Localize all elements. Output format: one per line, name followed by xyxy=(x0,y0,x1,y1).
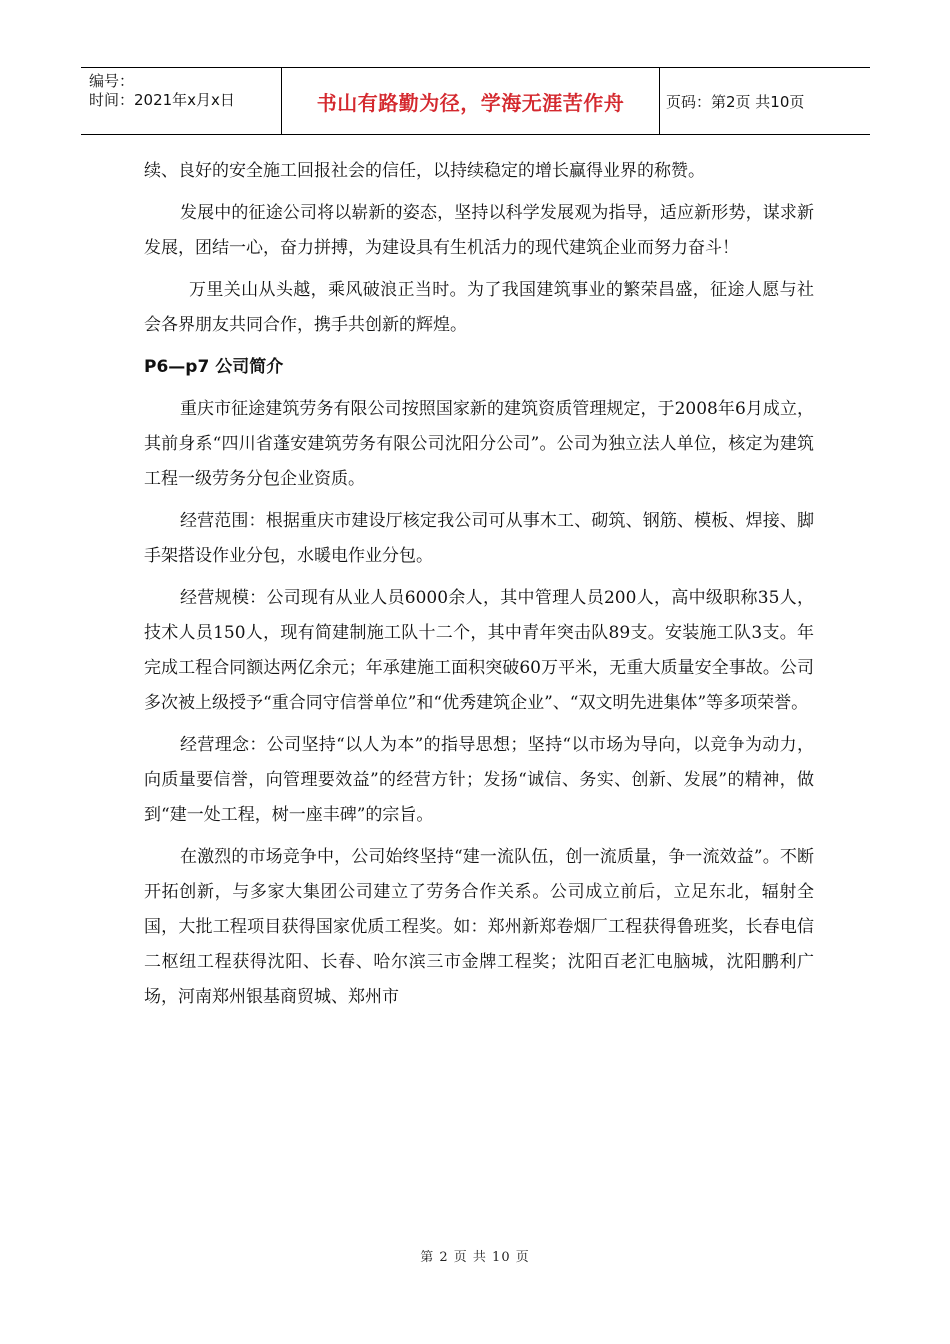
section-heading: P6—p7 公司简介 xyxy=(144,357,284,377)
document-body xyxy=(144,154,814,1022)
header-page-number: 页码：第2页 共10页 xyxy=(666,92,805,111)
page-header xyxy=(81,67,870,135)
paragraph-development: 发展中的征途公司将以崭新的姿态，坚持以科学发展观为指导，适应新形势，谋求新发展，团结一心，奋力拼搏，为建设具有生机活力的现代建筑企业而努力奋斗！ xyxy=(144,203,814,258)
document-date: 时间：2021年x月x日 xyxy=(89,91,235,109)
paragraph-closing: 万里关山从头越，乘风破浪正当时。为了我国建筑事业的繁荣昌盛，征途人愿与社会各界朋友共同合作，携手共创新的辉煌。 xyxy=(144,280,814,335)
header-motto: 书山有路勤为径，学海无涯苦作舟 xyxy=(282,68,660,134)
document-number-label: 编号： xyxy=(89,72,135,90)
paragraph-business-scope: 经营范围：根据重庆市建设厅核定我公司可从事木工、砌筑、钢筋、模板、焊接、脚手架搭设作业分包，水暖电作业分包。 xyxy=(144,511,814,566)
paragraph-business-scale: 经营规模：公司现有从业人员6000余人，其中管理人员200人，高中级职称35人，技术人员150人，现有简建制施工队十二个，其中青年突击队89支。安装施工队3支。年完成工程合同额达两亿余元；年承建施工面积突破60万平米，无重大质量安全事故。公司多次被上级授予“重合同守信誉单位”和“优秀建筑企业”、“双文明先进集体”等多项荣誉。 xyxy=(144,588,814,713)
paragraph-continuation: 续、良好的安全施工回报社会的信任，以持续稳定的增长赢得业界的称赞。 xyxy=(144,161,705,181)
page-footer: 第 2 页 共 10 页 xyxy=(420,1250,530,1265)
paragraph-business-philosophy: 经营理念：公司坚持“以人为本”的指导思想；坚持“以市场为导向，以竞争为动力，向质量要信誉，向管理要效益”的经营方针；发扬“诚信、务实、创新、发展”的精神，做到“建一处工程，树一座丰碑”的宗旨。 xyxy=(144,735,814,825)
paragraph-company-intro: 重庆市征途建筑劳务有限公司按照国家新的建筑资质管理规定，于2008年6月成立，其前身系“四川省蓬安建筑劳务有限公司沈阳分公司”。公司为独立法人单位，核定为建筑工程一级劳务分包企业资质。 xyxy=(144,399,814,489)
header-meta xyxy=(81,68,282,134)
paragraph-competition: 在激烈的市场竞争中，公司始终坚持“建一流队伍，创一流质量，争一流效益”。不断开拓创新，与多家大集团公司建立了劳务合作关系。公司成立前后，立足东北，辐射全国，大批工程项目获得国家优质工程奖。如：郑州新郑卷烟厂工程获得鲁班奖，长春电信二枢纽工程获得沈阳、长春、哈尔滨三市金牌工程奖；沈阳百老汇电脑城，沈阳鹏利广场，河南郑州银基商贸城、郑州市 xyxy=(144,847,814,1007)
